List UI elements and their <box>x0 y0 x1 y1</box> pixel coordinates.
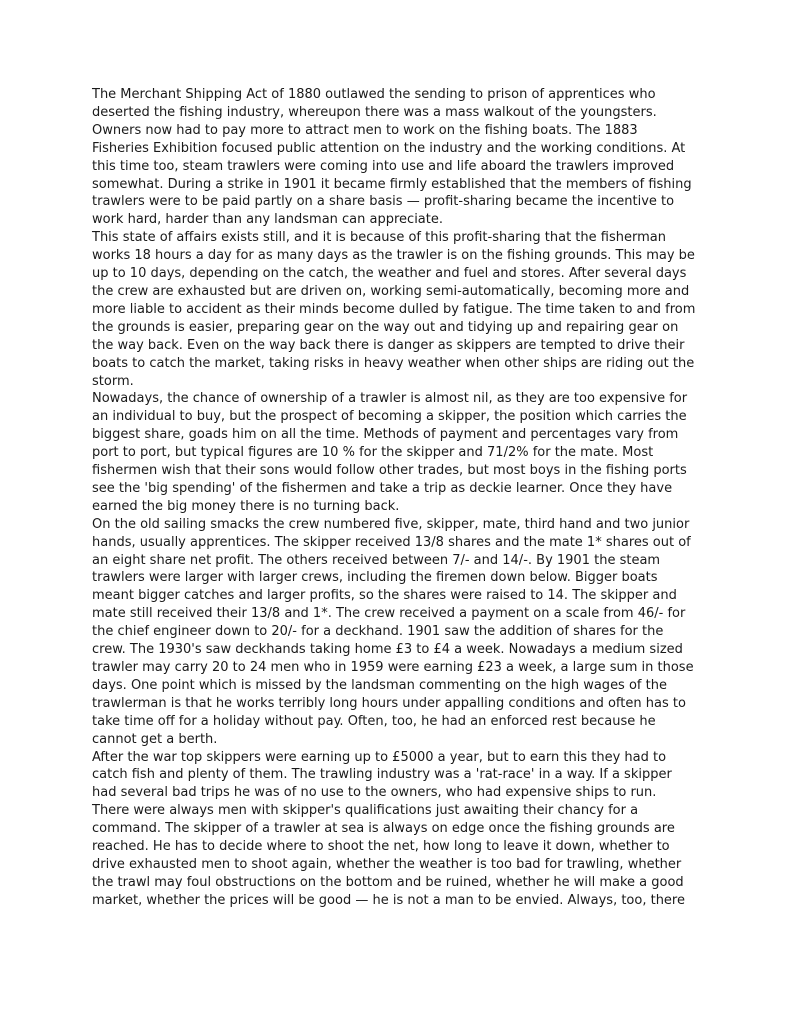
paragraph-merchant-shipping-act: The Merchant Shipping Act of 1880 outlawed the sending to prison of apprentices who deserted the fishing industry, whereupon there was a mass walkout of the youngsters. Owners now had to pay more to attract men to work on the fishing boats. The 1883 Fisheries Exhibition focused public attention on the industry and the working conditions. At this time too, steam trawlers were coming into use and life aboard the trawlers improved somewhat. During a strike in 1901 it became firmly established that the members of fishing trawlers were to be paid partly on a share basis — profit-sharing became the incentive to work hard, harder than any landsman can appreciate. <box>92 87 692 228</box>
document-text-block <box>92 86 696 910</box>
paragraph-crew-shares-history: On the old sailing smacks the crew numbered five, skipper, mate, third hand and two junior hands, usually apprentices. The skipper received 13/8 shares and the mate 1* shares out of an eight share net profit. The others received between 7/- and 14/-. By 1901 the steam trawlers were larger with larger crews, including the firemen down below. Bigger boats meant bigger catches and larger profits, so the shares were raised to 14. The skipper and mate still received their 13/8 and 1*. The crew received a payment on a scale from 46/- for the chief engineer down to 20/- for a deckhand. 1901 saw the addition of shares for the crew. The 1930's saw deckhands taking home £3 to £4 a week. Nowadays a medium sized trawler may carry 20 to 24 men who in 1959 were earning £23 a week, a large sum in those days. One point which is missed by the landsman commenting on the high wages of the trawlerman is that he works terribly long hours under appalling conditions and often has to take time off for a holiday without pay. Often, too, he had an enforced rest because he cannot get a berth. <box>92 516 694 747</box>
paragraph-profit-sharing-hours: This state of affairs exists still, and it is because of this profit-sharing that the fisherman works 18 hours a day for as many days as the trawler is on the fishing grounds. This may be up to 10 days, depending on the catch, the weather and fuel and stores. After several days the crew are exhausted but are driven on, working semi-automatically, becoming more and more liable to accident as their minds become dulled by fatigue. The time taken to and from the grounds is easier, preparing gear on the way out and tidying up and repairing gear on the way back. Even on the way back there is danger as skippers are tempted to drive their boats to catch the market, taking risks in heavy weather when other ships are riding out the storm. <box>92 230 696 389</box>
paragraph-ownership-and-payment: Nowadays, the chance of ownership of a trawler is almost nil, as they are too expensive for an individual to buy, but the prospect of becoming a skipper, the position which carries the biggest share, goads him on all the time. Methods of payment and percentages vary from port to port, but typical figures are 10 % for the skipper and 71/2% for the mate. Most fishermen wish that their sons would follow other trades, but most boys in the fishing ports see the 'big spending' of the fishermen and take a trip as deckie learner. Once they have earned the big money there is no turning back. <box>92 391 688 514</box>
paragraph-post-war-skippers: After the war top skippers were earning up to £5000 a year, but to earn this they had to catch fish and plenty of them. The trawling industry was a 'rat-race' in a way. If a skipper had several bad trips he was of no use to the owners, who had expensive ships to run. There were always men with skipper's qualifications just awaiting their chancy for a command. The skipper of a trawler at sea is always on edge once the fishing grounds are reached. He has to decide where to shoot the net, how long to leave it down, whether to drive exhausted men to shoot again, whether the weather is too bad for trawling, whether the trawl may foul obstructions on the bottom and be ruined, whether he will make a good market, whether the prices will be good — he is not a man to be envied. Always, too, there <box>92 749 685 908</box>
